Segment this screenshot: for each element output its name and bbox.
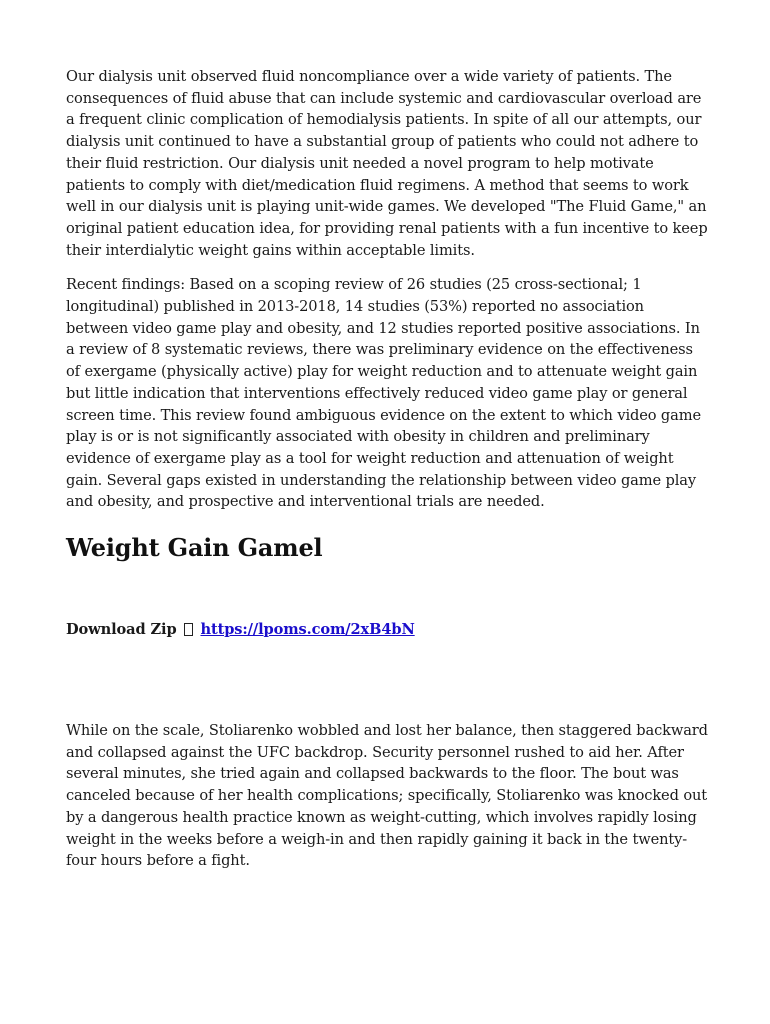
download-label: Download Zip — [66, 621, 177, 639]
download-link[interactable]: https://lpoms.com/2xB4bN — [200, 621, 415, 639]
download-line — [66, 619, 708, 640]
intro-paragraph: Our dialysis unit observed fluid noncompliance over a wide variety of patients. The consequences of fluid abuse that can include systemic and cardiovascular overload are a frequent clinic complication of hemodialysis patients. In spite of all our attempts, our dialysis unit continued to have a substantial group of patients who could not adhere to their fluid restriction. Our dialysis unit needed a novel program to help motivate patients to comply with diet/medication fluid regimens. A method that seems to work well in our dialysis unit is playing unit-wide games. We developed "The Fluid Game," an original patient education idea, for providing renal patients with a fun incentive to keep their interdialytic weight gains within acceptable limits. — [66, 68, 708, 259]
findings-paragraph: Recent findings: Based on a scoping review of 26 studies (25 cross-sectional; 1 longitudinal) published in 2013-2018, 14 studies (53%) reported no association between video game play and obesity, and 12 studies reported positive associations. In a review of 8 systematic reviews, there was preliminary evidence on the effectiveness of exergame (physically active) play for weight reduction and to attenuate weight gain but little indication that interventions effectively reduced video game play or general screen time. This review found ambiguous evidence on the extent to which video game play is or is not significantly associated with obesity in children and preliminary evidence of exergame play as a tool for weight reduction and attenuation of weight gain. Several gaps existed in understanding the relationship between video game play and obesity, and prospective and interventional trials are needed. — [66, 276, 701, 511]
scale-story-paragraph: While on the scale, Stoliarenko wobbled and lost her balance, then staggered backward and collapsed against the UFC backdrop. Security personnel rushed to aid her. After several minutes, she tried again and collapsed backwards to the floor. The bout was canceled because of her health complications; specifically, Stoliarenko was knocked out by a dangerous health practice known as weight-cutting, which involves rapidly losing weight in the weeks before a weigh-in and then rapidly gaining it back in the twenty-four hours before a fight. — [66, 722, 708, 870]
page-title: Weight Gain Gamel — [66, 533, 323, 563]
document-page — [66, 66, 708, 872]
missing-glyph-box-icon — [184, 623, 193, 636]
